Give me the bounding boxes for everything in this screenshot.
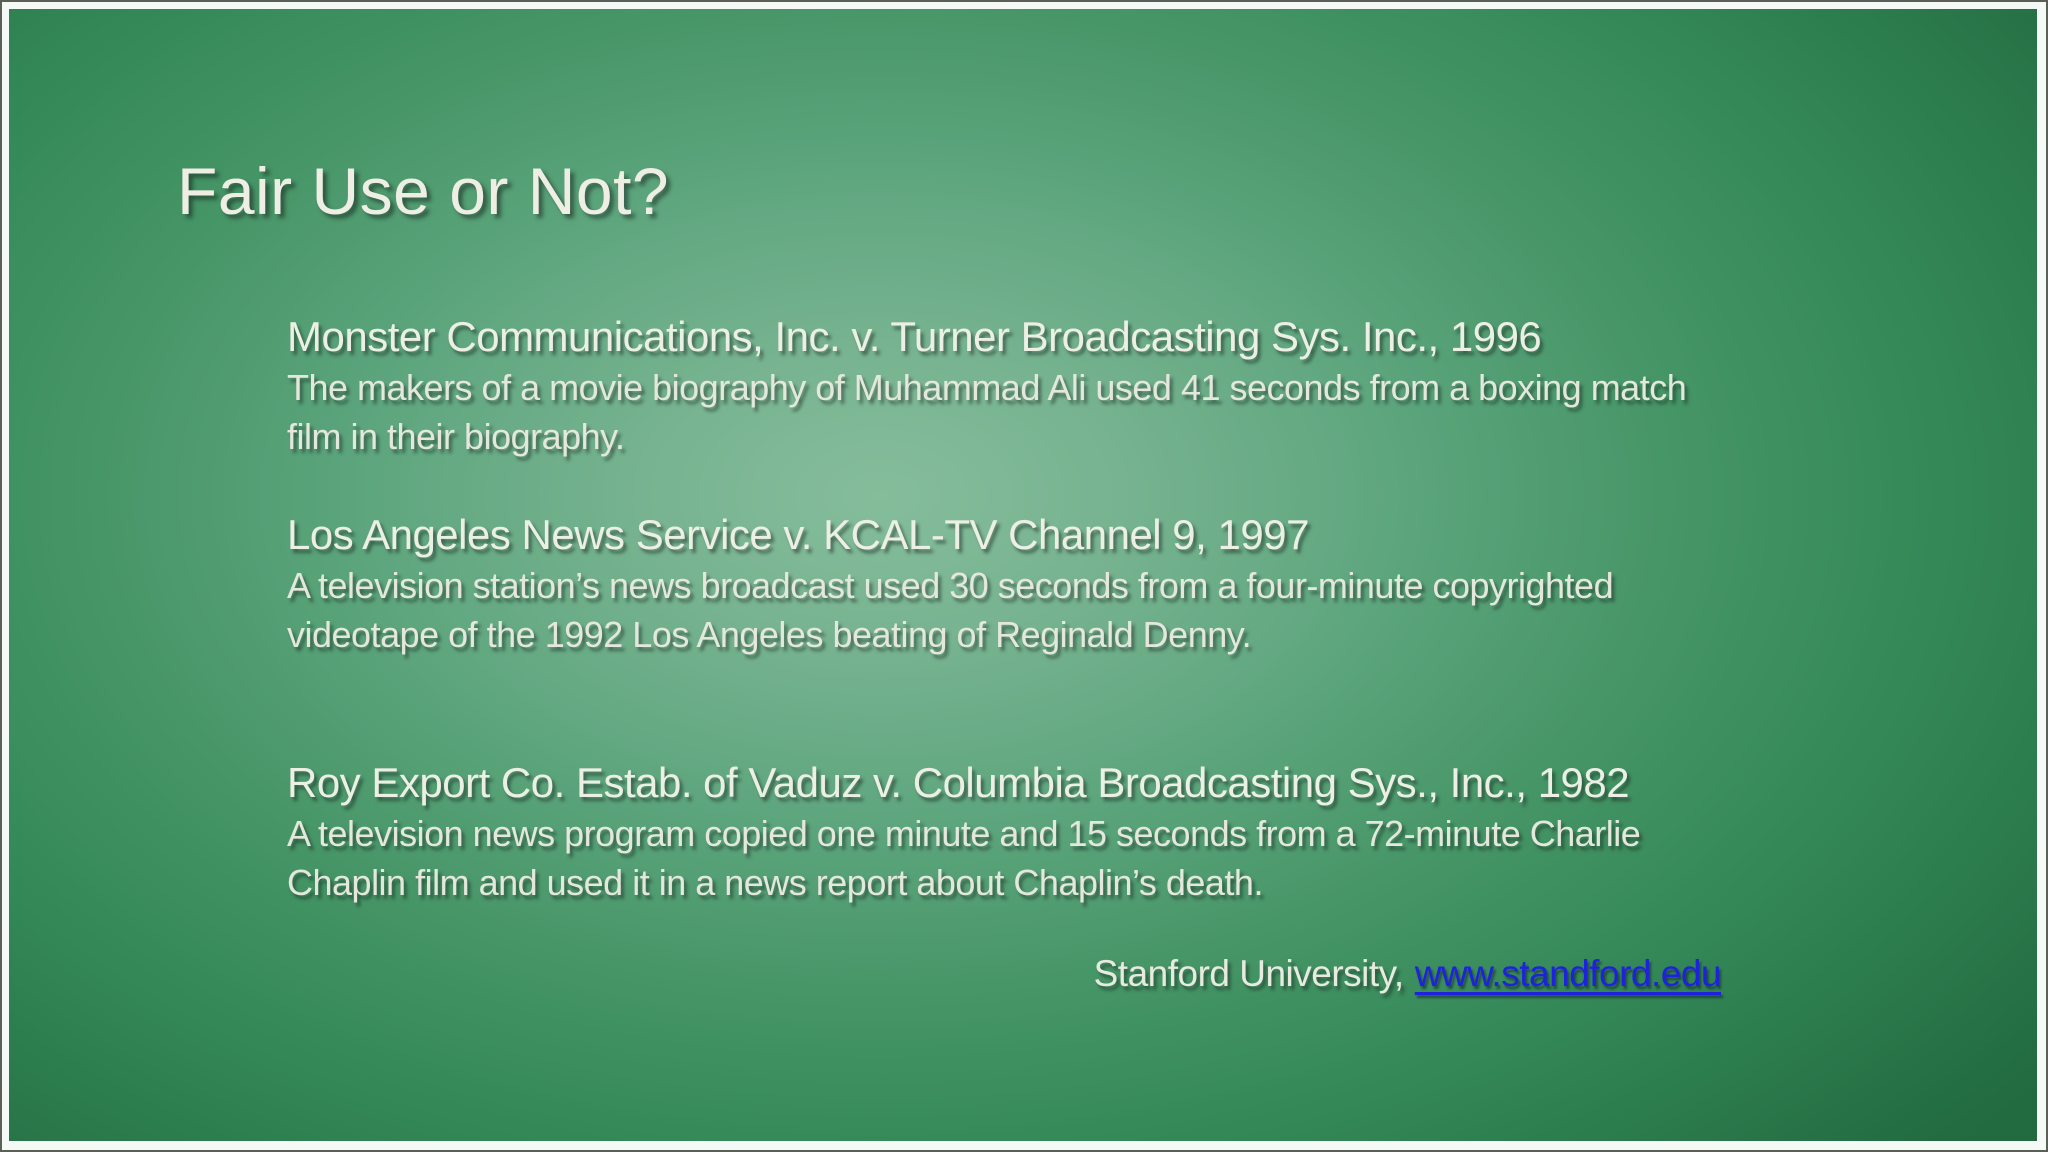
- footer-link[interactable]: www.standford.edu: [1414, 953, 1721, 994]
- case-item-roy-export: [287, 757, 1640, 907]
- case-heading: Monster Communications, Inc. v. Turner Broadcasting Sys. Inc., 1996: [287, 313, 1542, 360]
- case-body-line: videotape of the 1992 Los Angeles beating of Reginald Denny.: [287, 614, 1252, 655]
- slide-background: [9, 9, 2037, 1141]
- case-heading: Los Angeles News Service v. KCAL-TV Channel 9, 1997: [287, 511, 1309, 558]
- page-title: Fair Use or Not?: [177, 154, 670, 228]
- case-body-line: A television station’s news broadcast used 30 seconds from a four-minute copyrighted: [287, 565, 1614, 606]
- case-heading: Roy Export Co. Estab. of Vaduz v. Columbia Broadcasting Sys., Inc., 1982: [287, 759, 1630, 806]
- case-body-line: The makers of a movie biography of Muhammad Ali used 41 seconds from a boxing match: [287, 367, 1687, 408]
- case-item-la-news: [287, 509, 1613, 659]
- footer-attribution-row: [1094, 953, 1721, 995]
- case-body-line: Chaplin film and used it in a news report about Chaplin’s death.: [287, 862, 1263, 903]
- case-body-line: film in their biography.: [287, 416, 625, 457]
- footer-attribution: Stanford University,: [1093, 953, 1404, 994]
- case-item-monster: [287, 311, 1686, 461]
- case-body-line: A television news program copied one minute and 15 seconds from a 72-minute Charlie: [287, 813, 1641, 854]
